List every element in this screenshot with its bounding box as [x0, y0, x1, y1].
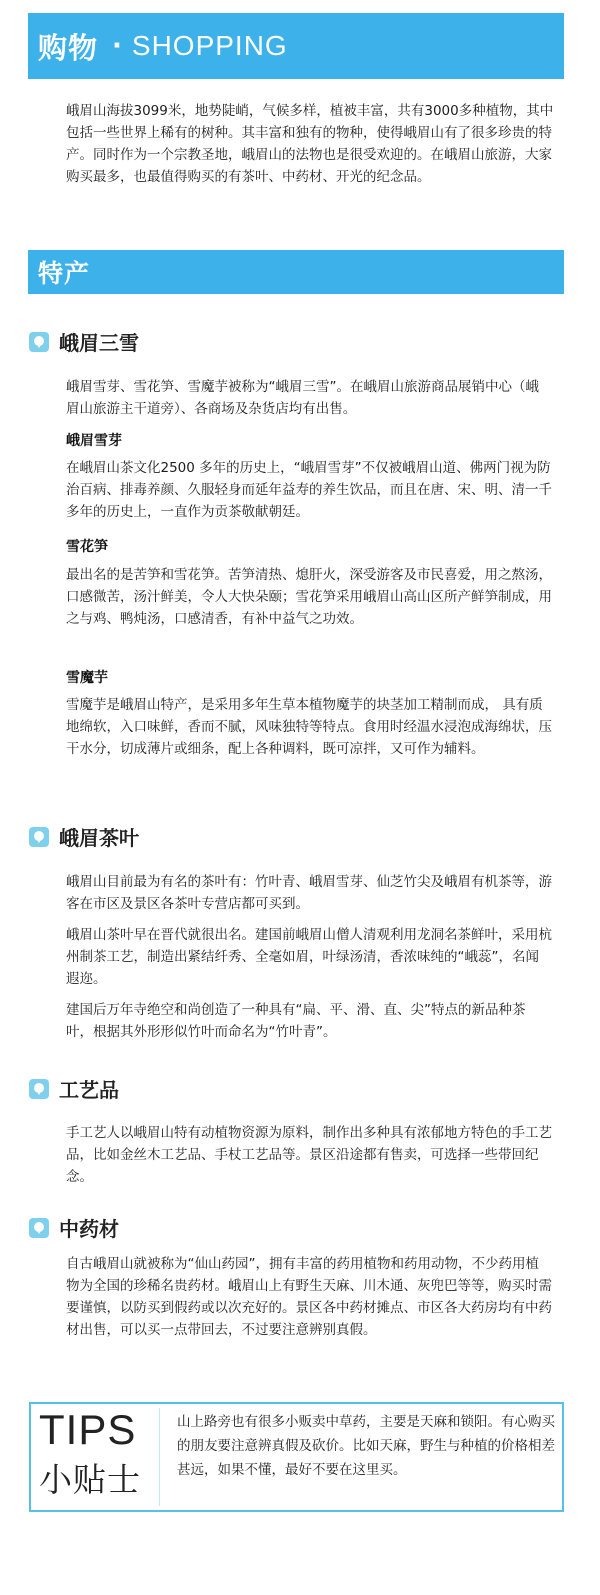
header-title-zh: 购物: [38, 30, 99, 65]
header-title-en: SHOPPING: [131, 30, 288, 61]
header-dot: ·: [112, 31, 122, 61]
tea-paragraph-3: 建国后万年寺绝空和尚创造了一种具有“扁、平、滑、直、尖”特点的新品种茶叶，根据其外形形似竹叶而命名为“竹叶青”。: [66, 1002, 526, 1040]
tips-title-zh: 小贴士: [39, 1460, 141, 1499]
item-text-snow-bamboo: 最出名的是苦笋和雪花笋。苦笋清热、熄肝火，深受游客及市民喜爱，用之熬汤，口感微苦，汤汁鲜美，令人大快朵颐；雪花笋采用峨眉山高山区所产鲜笋制成，用之与鸡、鸭炖汤，口感清香，有补中益气之功效。: [66, 567, 552, 627]
shopping-header: [28, 13, 564, 79]
item-text-snow-konjac: 雪魔芋是峨眉山特产，是采用多年生草本植物魔芋的块茎加工精制而成， 具有质地绵软，入口味鲜，香而不腻，风味独特等特点。食用时经温水浸泡成海绵状，压干水分，切成薄片或细条，配上各种调料，既可凉拌，又可作为辅料。: [66, 697, 552, 757]
speech-bubble-icon: [29, 1079, 49, 1099]
item-text-snow-bud: 在峨眉山茶文化2500 多年的历史上，“峨眉雪芽”不仅被峨眉山道、佛两门视为防治百病、排毒养颜、久服轻身而延年益寿的养生饮品，而且在唐、宋、明、清一千多年的历史上，一直作为贡茶敬献朝廷。: [66, 460, 552, 520]
section-title-herb: 中药材: [59, 1217, 119, 1241]
section-heading-craft: [29, 1074, 119, 1103]
tips-box: [29, 1402, 564, 1512]
tips-title-en: TIPS: [39, 1406, 137, 1453]
craft-paragraph: 手工艺人以峨眉山特有动植物资源为原料，制作出多种具有浓郁地方特色的手工艺品，比如金丝木工艺品、手杖工艺品等。景区沿途都有售卖，可选择一些带回纪念。: [66, 1125, 552, 1185]
item-name-snow-konjac: 雪魔芋: [66, 670, 108, 686]
tea-paragraph-2: 峨眉山茶叶早在晋代就很出名。建国前峨眉山僧人清观利用龙洞名茶鲜叶，采用杭州制茶工艺，制造出紧结纤秀、全毫如眉，叶绿汤清，香浓味纯的“峨蕊”，名闻遐迩。: [66, 927, 552, 987]
section-heading-snow: [29, 327, 139, 356]
speech-bubble-icon: [29, 332, 49, 352]
tips-text: 山上路旁也有很多小贩卖中草药，主要是天麻和锁阳。有心购买的朋友要注意辨真假及砍价。比如天麻，野生与种植的价格相差甚远，如果不懂，最好不要在这里买。: [177, 1414, 555, 1478]
item-name-snow-bud: 峨眉雪芽: [66, 433, 122, 449]
speech-bubble-icon: [29, 827, 49, 847]
item-name-snow-bamboo: 雪花笋: [66, 539, 108, 555]
specialty-title: 特产: [38, 259, 91, 288]
herb-paragraph: 自古峨眉山就被称为“仙山药园”，拥有丰富的药用植物和药用动物，不少药用植物为全国的珍稀名贵药材。峨眉山上有野生天麻、川木通、灰兜巴等等，购买时需要谨慎，以防买到假药或以次充好的。景区各中药材摊点、市区各大药房均有中药材出售，可以买一点带回去，不过要注意辨别真假。: [66, 1256, 552, 1338]
specialty-header: [28, 250, 564, 294]
tips-logo: [37, 1408, 160, 1506]
section-title-craft: 工艺品: [59, 1078, 119, 1102]
snow-intro: 峨眉雪芽、雪花笋、雪魔芋被称为“峨眉三雪”。在峨眉山旅游商品展销中心（峨眉山旅游主干道旁）、各商场及杂货店均有出售。: [66, 379, 539, 417]
section-title-tea: 峨眉茶叶: [59, 826, 139, 850]
speech-bubble-icon: [29, 1218, 49, 1238]
section-heading-herb: [29, 1213, 119, 1242]
intro-paragraph: 峨眉山海拔3099米，地势陡峭，气候多样，植被丰富，共有3000多种植物，其中包括一些世界上稀有的树种。其丰富和独有的物种，使得峨眉山有了很多珍贵的特产。同时作为一个宗教圣地，峨眉山的法物也是很受欢迎的。在峨眉山旅游，大家购买最多，也最值得购买的有茶叶、中药材、开光的纪念品。: [66, 103, 554, 185]
section-heading-tea: [29, 822, 139, 851]
section-title-snow: 峨眉三雪: [59, 331, 139, 355]
tea-paragraph-1: 峨眉山目前最为有名的茶叶有：竹叶青、峨眉雪芽、仙芝竹尖及峨眉有机茶等，游客在市区及景区各茶叶专营店都可买到。: [66, 874, 552, 912]
